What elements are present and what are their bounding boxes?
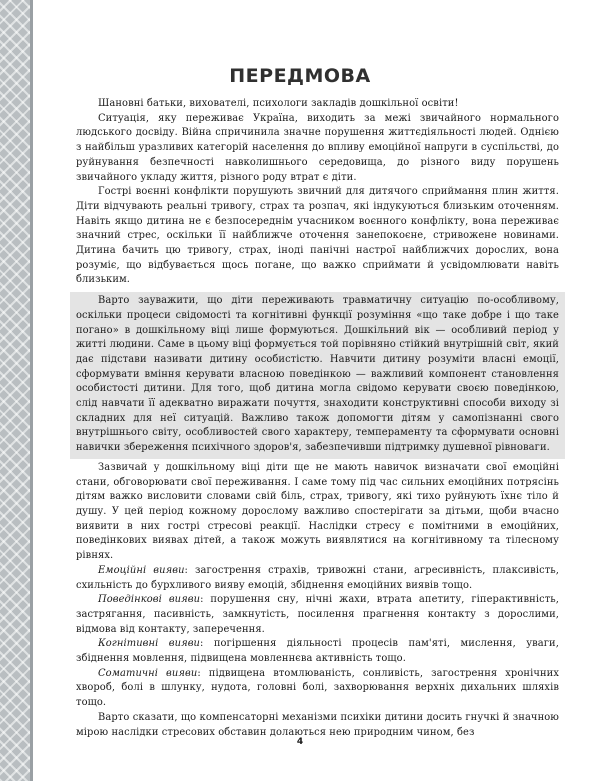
manifestation-cognitive: [76, 637, 559, 666]
paragraph-greeting: Шановні батьки, вихователі, психологи закладів дошкільної освіти!: [98, 98, 459, 109]
paragraph-stress-reactions: Зазвичай у дошкільному віці діти ще не мають навичок визначати свої емоційні стани, обговорювати свої переживання. І саме тому під час сильних емоційних потрясінь дітям важко висловити словами свій біль, страх, тривогу, які тихо руйнують їхнє тіло й душу. У цей період кожному дорослому важливо спостерігати за дітьми, щоби вчасно виявити в них гострі стресові реакції. Наслідки стресу є помітними в емоційних, поведінкових виявах дітей, а також можуть виявлятися на когнітивному та тілесному рівнях.: [76, 461, 559, 562]
manifestation-text: : порушення сну, нічні жахи, втрата апетиту, гіперактивність, застрягання, пасивність, замкнутість, посилення прагнення контакту з дорослими, відмова від контакту, заперечення.: [76, 594, 559, 635]
manifestation-text: : загострення страхів, тривожні стани, агресивність, плаксивість, схильність до бурхливого вияву емоцій, збіднення емоційних виявів тощо.: [76, 564, 559, 591]
manifestation-label: Соматичні вияви: [98, 667, 198, 679]
highlight-box-preschool: Варто зауважити, що діти переживають травматичну ситуацію по-особливому, оскільки процеси свідомості та когнітивні функції розуміння «що таке добре і що таке погано» в дошкільному віці лише формуються. Дошкільний вік — особливий період у житті людини. Саме в цьому віці формується той порівняно стійкий внутрішній світ, який дає підстави називати дитину особистістю. Навчити дитину розуміти власні емоції, сформувати вміння керувати власною поведінкою — важливий компонент становлення особистості дитини. Для того, щоб дитина могла свідомо керувати своєю поведінкою, слід навчати її адекватно виражати почуття, знаходити конструктивні способи виходу зі складних для неї ситуацій. Важливо також допомогти дітям у самопізнанні свого внутрішнього світу, особливостей свого характеру, темпераменту та сформувати основні навички збереження психічного здоров'я, забезпечивши підтримку душевної рівноваги.: [70, 292, 565, 459]
manifestation-behavioral: [76, 593, 559, 637]
paragraph-closing: Варто сказати, що компенсаторні механізми психіки дитини досить гнучкі й значною мірою наслідки стресових обставин долаються нею природним чином, без: [76, 711, 559, 738]
manifestation-label: Когнітивні вияви: [98, 638, 201, 650]
page-title: ПЕРЕДМОВА: [229, 64, 371, 87]
paragraph-conflicts: Гострі воєнні конфлікти порушують звичний для дитячого сприймання плин життя. Діти відчувають реальні тривогу, страх та розпач, які індукуються близьким оточенням. Навіть якщо дитина не є безпосереднім учасником воєнного конфлікту, вона переживає значний стрес, оскільки її найближче оточення занепокоєне, стривожене новинами. Дитина бачить цю тривогу, страх, іноді панічні настрої найближчих дорослих, вона розуміє, що відбувається щось погане, що важко сприймати й усвідомлювати навіть близьким.: [76, 186, 559, 286]
manifestation-text: : підвищена втомлюваність, сонливість, загострення хронічних хвороб, болі в шлунку, нудота, головні болі, захворювання верхніх дихальних шляхів тощо.: [76, 667, 559, 709]
manifestation-text: : погіршення діяльності процесів пам'яті, мислення, уваги, збіднення мовлення, підвищена мовленнєва активність тощо.: [76, 638, 559, 665]
decorative-border: [0, 0, 33, 781]
manifestation-somatic: [76, 667, 559, 711]
document-body: [76, 97, 559, 740]
page-number: 4: [296, 737, 304, 747]
manifestation-emotional: [76, 564, 559, 593]
manifestation-label: Емоційні вияви: [98, 564, 185, 576]
manifestation-label: Поведінкові вияви: [98, 594, 201, 606]
paragraph-situation: Ситуація, яку переживає Україна, виходить за межі звичайного нормального людського досвіду. Війна спричинила значне порушення життєдіяльності людей. Однією з найбільш уразливих категорій населення до впливу емоційної напруги в суспільстві, до руйнування безпечності навколишнього середовища, до різного виду порушень звичайного укладу життя, різного роду втрат є діти.: [76, 112, 559, 183]
